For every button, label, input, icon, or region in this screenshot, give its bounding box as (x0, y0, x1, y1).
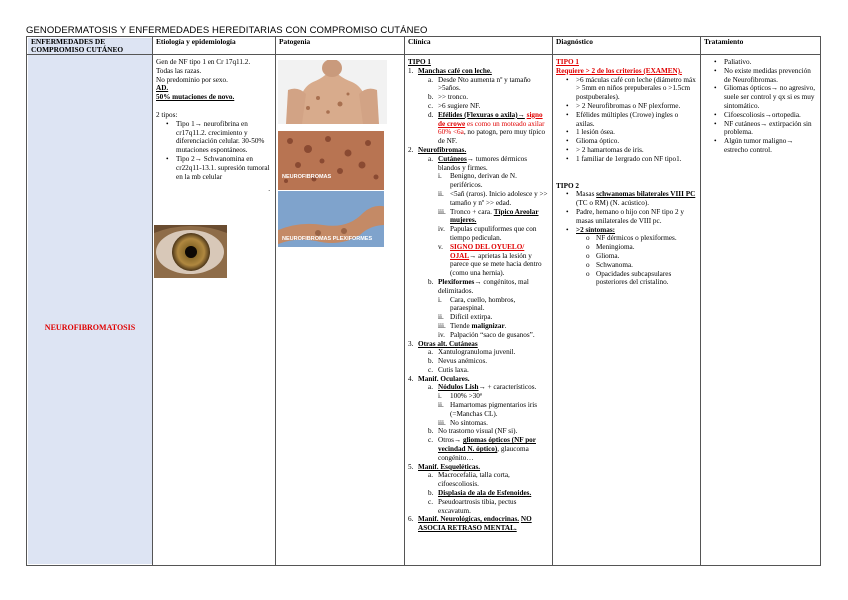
list-item (408, 348, 550, 357)
list-item (408, 498, 550, 516)
list-text: Cutis laxa. (438, 365, 469, 374)
list-letter: b. (428, 427, 434, 436)
list-text: Masas (576, 190, 597, 199)
list-roman: iv. (438, 330, 445, 339)
list-letter: a. (428, 383, 433, 392)
list-item (556, 128, 698, 137)
header-diagnostico: Diagnóstico (556, 37, 593, 46)
crowe-description: es como un moteado axilar 60% <6a (438, 119, 545, 137)
list-letter: b. (428, 357, 434, 366)
bullet-icon: • (566, 190, 569, 199)
list-text: >6 máculas café con leche (diámetro máx > 5mm en niños prepuberales o >1.5cm postpuberales). (576, 75, 696, 102)
list-item (556, 234, 698, 243)
bullet-icon: • (566, 137, 569, 146)
clinica-tipo1-title: TIPO 1 (408, 58, 431, 66)
list-letter: a. (428, 154, 433, 163)
list-roman: v. (438, 242, 443, 251)
list-item (704, 67, 818, 85)
list-item (556, 243, 698, 252)
list-item (408, 340, 550, 349)
list-text: Macrocefalia, talla corta, cifoescoliosis. (438, 471, 510, 489)
circle-bullet-icon: o (586, 251, 590, 260)
list-item (556, 208, 698, 226)
list-item (408, 172, 550, 190)
list-item (556, 146, 698, 155)
list-text: No trastorno visual (NF si). (438, 427, 518, 436)
list-text: NF cutáneos→ extirpación sin problema. (724, 119, 812, 137)
list-text: Gliomas ópticos→ no agresivo, suele ser control y qx si es muy sintomático. (724, 84, 816, 110)
list-item (408, 401, 550, 419)
list-text: Cifoescoliosis→ortopedia. (724, 110, 801, 119)
tipo2-text: Tipo 2→ Schwanomina en cr22q11-13.1. supresión tumoral en la mb celular (176, 154, 270, 181)
cutaneos-text: → tumores dérmicos blandos y firmes. (438, 154, 528, 172)
list-letter: d. (428, 110, 434, 119)
list-text: Papulas cupuliformes que con tiempo pediculan. (450, 225, 537, 242)
bullet-icon: • (166, 154, 169, 163)
schwanomas-text: schwanomas bilaterales VIII PC (596, 190, 696, 199)
list-roman: i. (438, 392, 442, 401)
bullet-icon: • (566, 145, 569, 154)
list-letter: c. (428, 497, 433, 506)
bullet-icon: • (714, 137, 717, 146)
list-item (408, 155, 550, 173)
list-item (556, 111, 698, 129)
list-letter: a. (428, 75, 433, 84)
list-text: Algún tumor maligno→ estrecho control. (724, 137, 794, 154)
bullet-icon: • (566, 128, 569, 137)
list-item (408, 375, 550, 384)
list-text: <5añ (raros). Inicio adolesce y >> tamaño y nº >> edad. (450, 189, 548, 207)
list-item (408, 208, 550, 226)
list-text: Pseudoartrosis tibia, pectus excavatum. (438, 497, 517, 515)
neurofibromas-illustration (278, 131, 384, 190)
list-item (408, 190, 550, 208)
list-roman: i. (438, 172, 442, 181)
iris-photo (154, 225, 227, 278)
header-etiologia: Etiología y epidemiología (156, 37, 236, 46)
list-text: (TC o RM) (N. acústico). (576, 199, 650, 208)
list-item (408, 463, 550, 472)
efelides-title: Efélides (Flexuras o axila)→ (438, 110, 525, 119)
list-item (704, 58, 818, 67)
list-text: No existe medidas prevención de Neurofibromas. (724, 66, 811, 84)
list-item (156, 120, 270, 155)
bullet-icon: • (566, 154, 569, 163)
list-text: Glioma óptico. (576, 137, 620, 146)
list-roman: iii. (438, 321, 446, 330)
otras-title: Otras alt. Cutáneas (418, 339, 478, 348)
etiologia-line: 50% mutaciones de novo. (156, 93, 235, 102)
bullet-icon: • (566, 225, 569, 234)
retraso-mental-text: NO ASOCIA RETRASO MENTAL. (418, 515, 532, 533)
list-number: 2. (408, 145, 414, 154)
list-text: Otros→ (438, 436, 463, 445)
requiere-text: Requiere > 2 de los criterios (EXAMEN). (556, 66, 682, 75)
list-text: Padre, hemano o hijo con NF tipo 2 y masas unilaterales de VIII pc. (576, 207, 684, 225)
list-text: Paliativo. (724, 58, 752, 66)
list-roman: iii. (438, 418, 446, 427)
col-divider (552, 37, 553, 565)
list-text: Xantulogranuloma juvenil. (438, 348, 516, 357)
diagnostico-cell (556, 58, 698, 287)
displasia-text: Displasia de ala de Esfenoides. (438, 489, 532, 498)
disease-table (26, 36, 821, 566)
list-text: . (504, 321, 507, 330)
list-roman: iii. (438, 207, 446, 216)
header-patogenia: Patogenia (279, 37, 311, 46)
list-item (408, 111, 550, 146)
bullet-icon: • (566, 207, 569, 216)
list-text: Hamartomas pigmentarios iris (=Manchas CL). (450, 401, 538, 418)
list-letter: b. (428, 489, 434, 498)
list-item (408, 93, 550, 102)
list-item (408, 436, 550, 462)
crowe-end: , no patogn, pero muy típico de NF. (438, 128, 546, 146)
tipos-label: 2 tipos: (156, 110, 178, 119)
list-item (408, 76, 550, 94)
circle-bullet-icon: o (586, 260, 590, 269)
child-torso-photo (278, 60, 387, 124)
list-text: Benigno, derivan de N. periféricos. (450, 172, 517, 190)
list-item (408, 146, 550, 155)
list-letter: c. (428, 436, 433, 445)
list-number: 5. (408, 462, 414, 471)
list-text: Cara, cuello, hombros, paraespinal. (450, 295, 516, 313)
list-item (704, 120, 818, 138)
neurofibromas-label: NEUROFIBROMAS (282, 174, 332, 180)
list-text: → aprietas la lesión y parece que se mete hacia dentro (como una hernia). (450, 251, 542, 278)
list-text: > 2 Neurofibromas o NF plexforme. (576, 101, 681, 110)
etiologia-cell (156, 58, 270, 194)
list-number: 1. (408, 66, 414, 75)
list-item (408, 296, 550, 314)
plexiformes-photo (278, 191, 384, 247)
col-divider (275, 37, 276, 565)
list-item (556, 76, 698, 102)
list-text: Tronco + cara. (450, 207, 492, 216)
list-item (556, 190, 698, 208)
bullet-icon: • (714, 119, 717, 128)
gliomas-text: gliomas ópticos (NF por vecindad N. óptico) (438, 436, 536, 454)
list-item (408, 427, 550, 436)
plexiformes-title: Plexiformes (438, 277, 475, 286)
list-item (408, 366, 550, 375)
esqueleticas-title: Manif. Esqueléticas. (418, 462, 481, 471)
list-number: 6. (408, 515, 414, 524)
manchas-title: Manchas café con leche. (418, 66, 492, 75)
list-item (408, 225, 550, 243)
efelides-text (438, 111, 550, 146)
circle-bullet-icon: o (586, 243, 590, 252)
etiologia-line: Gen de NF tipo 1 en Cr 17q11.2. (156, 58, 251, 66)
list-letter: c. (428, 101, 433, 110)
tratamiento-cell (704, 58, 818, 155)
list-text: → congénitos, mal delimitados. (438, 277, 529, 295)
sintomas-title: >2 síntomas: (576, 225, 616, 234)
list-item (408, 515, 550, 533)
list-item (556, 102, 698, 111)
list-text: Schwanoma. (596, 260, 633, 269)
list-item (556, 137, 698, 146)
lish-title: Nódulos Lish (438, 383, 479, 392)
etiologia-line: AD. (156, 84, 169, 93)
bullet-icon: • (714, 84, 717, 93)
header-clinica: Clínica (408, 37, 431, 46)
tipo1-text: Tipo 1→ neurofibrina en cr17q11.2. crecimiento y diferenciación celular. 30-50% mutaciones espontáneos. (176, 119, 265, 155)
list-roman: ii. (438, 401, 444, 410)
list-item (408, 357, 550, 366)
signo-crowe: signo de crowe (438, 110, 543, 128)
list-text: Desde Nto aumenta nº y tamaño >5años. (438, 75, 531, 93)
eye-illustration (154, 225, 227, 278)
cutaneos-title: Cutáneos (438, 154, 467, 163)
header-enfermedades: ENFERMEDADES DE COMPROMISO CUTÁNEO (31, 37, 124, 55)
list-text: > 2 hamartomas de iris. (576, 145, 644, 154)
list-item (408, 243, 550, 278)
plexiformes-label: NEUROFIBROMAS PLEXIFORMES (282, 236, 373, 242)
list-text: Glioma. (596, 251, 620, 260)
list-letter: c. (428, 365, 433, 374)
list-text: , glaucoma congénito… (438, 445, 529, 462)
list-text: Meningioma. (596, 243, 635, 252)
bullet-icon: • (714, 110, 717, 119)
list-roman: i. (438, 295, 442, 304)
list-text: Nevus anémicos. (438, 357, 488, 366)
list-item (408, 331, 550, 340)
bullet-icon: • (566, 75, 569, 84)
list-letter: b. (428, 277, 434, 286)
list-text: → + característicos. (478, 383, 537, 392)
list-text: >6 sugiere NF. (438, 101, 481, 110)
list-item (408, 313, 550, 322)
list-text: 1 familiar de 1ergrado con NF tipo1. (576, 154, 682, 163)
list-item (408, 278, 550, 296)
list-item (408, 67, 550, 76)
etiologia-line: Todas las razas. (156, 66, 202, 75)
neurologicas-title: Manif. Neurológicas, endocrinas. (418, 515, 520, 524)
disease-name: NEUROFIBROMATOSIS (44, 323, 136, 332)
list-item (408, 392, 550, 401)
list-number: 3. (408, 339, 414, 348)
list-item (408, 419, 550, 428)
list-item (408, 102, 550, 111)
list-item (556, 270, 698, 288)
list-item (704, 84, 818, 110)
list-text: NF dérmicos o plexiformes. (596, 234, 677, 243)
list-item (556, 155, 698, 164)
list-roman: ii. (438, 189, 444, 198)
diag-tipo2-title: TIPO 2 (556, 181, 579, 190)
torso-illustration (278, 60, 387, 124)
list-text: Palpación “saco de gusanos”. (450, 330, 535, 339)
list-item (556, 261, 698, 270)
list-item (408, 471, 550, 489)
col-divider (404, 37, 405, 565)
col-divider (700, 37, 701, 565)
list-text: >> tronco. (438, 93, 469, 102)
diag-tipo1-title: TIPO 1 (556, 58, 579, 66)
list-letter: a. (428, 348, 433, 357)
header-tratamiento: Tratamiento (704, 37, 744, 46)
list-number: 4. (408, 374, 414, 383)
clinica-cell (408, 58, 550, 533)
list-letter: a. (428, 471, 433, 480)
list-text: 100% >30ª (450, 392, 482, 401)
neurofibromas-title: Neurofibromas. (418, 145, 467, 154)
disease-cell (28, 55, 152, 564)
list-letter: b. (428, 93, 434, 102)
bullet-icon: • (166, 119, 169, 128)
list-text: Difícil extirpa. (450, 313, 493, 322)
list-item (556, 226, 698, 235)
col-divider (152, 37, 153, 565)
bullet-icon: • (566, 110, 569, 119)
circle-bullet-icon: o (586, 234, 590, 243)
neurofibromas-photo (278, 131, 384, 190)
bullet-icon: • (714, 66, 717, 75)
list-text: 1 lesión ósea. (576, 128, 615, 137)
stray-dot: . (268, 185, 270, 194)
list-text: No síntomas. (450, 418, 488, 427)
bullet-icon: • (714, 58, 717, 66)
list-item (408, 322, 550, 331)
list-text: Opacidades subcapsulares posteriores del cristalino. (596, 269, 672, 287)
oculares-title: Manif. Oculares. (418, 374, 470, 383)
list-text: Efélides múltiples (Crowe) ingles o axilas. (576, 110, 679, 128)
tipico-areolar: Típico Areolar mujeres. (450, 207, 539, 225)
bullet-icon: • (566, 101, 569, 110)
signo-oyuelo: SIGNO DEL OYUELO/ OJAL (450, 242, 525, 260)
list-item (704, 137, 818, 155)
list-roman: ii. (438, 313, 444, 322)
list-item (704, 111, 818, 120)
malignizar-text: malignizar (471, 321, 505, 330)
page-title: GENODERMATOSIS Y ENFERMEDADES HEREDITARIAS CON COMPROMISO CUTÁNEO (26, 25, 428, 36)
list-item (408, 489, 550, 498)
list-text: Tiende (450, 321, 472, 330)
list-roman: iv. (438, 225, 445, 234)
etiologia-line: No predominio por sexo. (156, 75, 228, 84)
list-item (556, 252, 698, 261)
circle-bullet-icon: o (586, 269, 590, 278)
list-item (156, 155, 270, 181)
list-item (408, 383, 550, 392)
